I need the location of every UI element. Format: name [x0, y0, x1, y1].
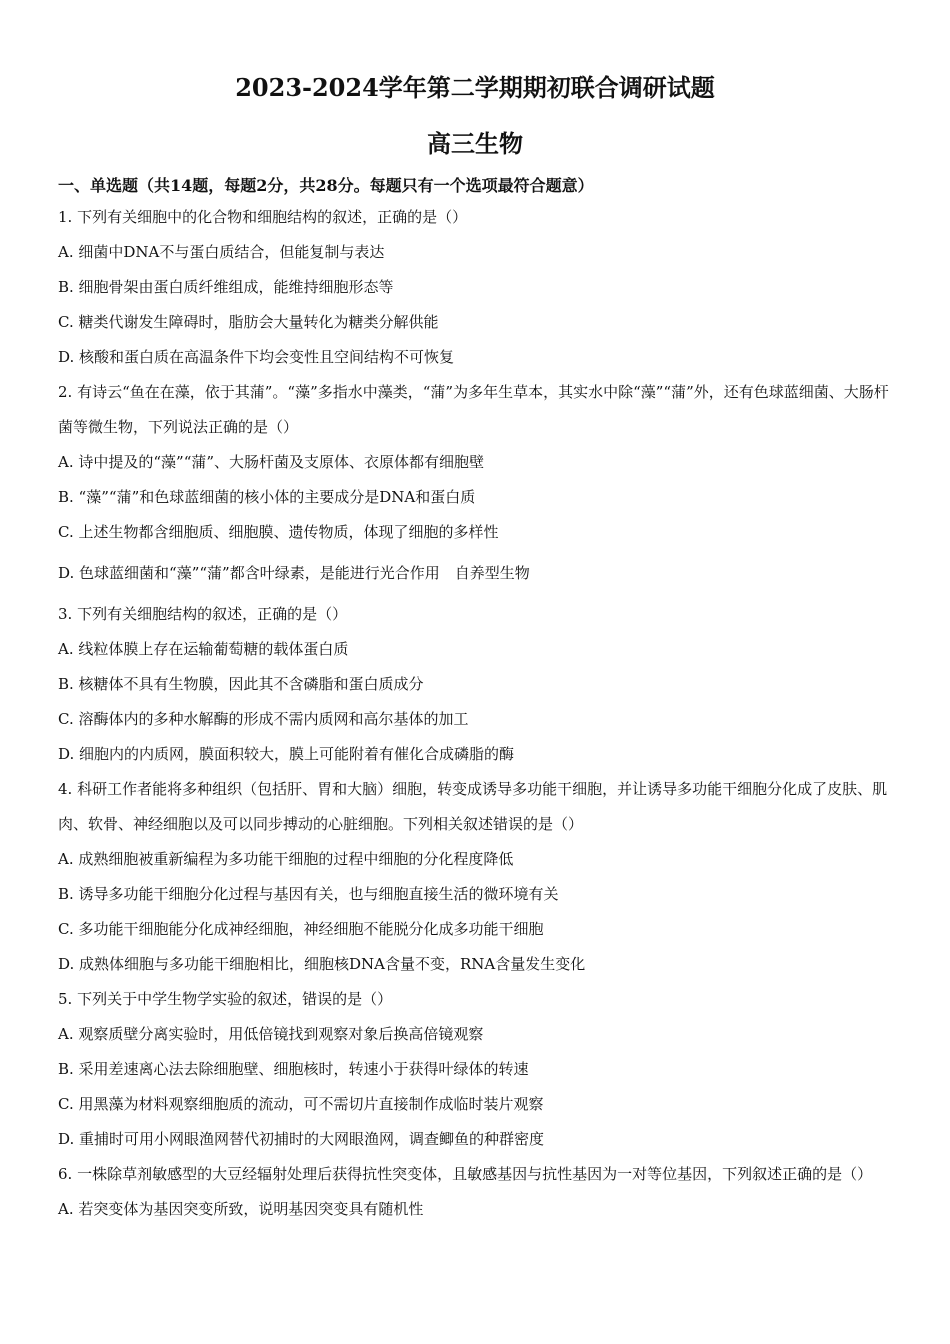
- question-stem: 5. 下列关于中学生物学实验的叙述，错误的是（）: [58, 990, 393, 1008]
- option-b: B. “藻”“蒲”和色球蓝细菌的核小体的主要成分是DNA和蛋白质: [58, 488, 476, 506]
- question-stem: 6. 一株除草剂敏感型的大豆经辐射处理后获得抗性突变体，且敏感基因与抗性基因为一对等位基因，下列叙述正确的是（）: [58, 1165, 873, 1183]
- option-b: B. 诱导多功能干细胞分化过程与基因有关，也与细胞直接生活的微环境有关: [58, 885, 559, 903]
- option-a: A. 细菌中DNA不与蛋白质结合，但能复制与表达: [58, 243, 385, 261]
- option-d: D. 成熟体细胞与多功能干细胞相比，细胞核DNA含量不变，RNA含量发生变化: [58, 955, 586, 973]
- option-a: A. 诗中提及的“藻”“蒲”、大肠杆菌及支原体、衣原体都有细胞壁: [58, 453, 485, 471]
- question-stem: 3. 下列有关细胞结构的叙述，正确的是（）: [58, 605, 348, 623]
- option-b: B. 核糖体不具有生物膜，因此其不含磷脂和蛋白质成分: [58, 675, 424, 693]
- section-heading: 一、单选题（共14题，每题2分，共28分。每题只有一个选项最符合题意）: [58, 176, 594, 195]
- option-a: A. 观察质壁分离实验时，用低倍镜找到观察对象后换高倍镜观察: [58, 1025, 484, 1043]
- question-stem: 4. 科研工作者能将多种组织（包括肝、胃和大脑）细胞，转变成诱导多功能干细胞，并让诱导多功能干细胞分化成了皮肤、肌肉、软骨、神经细胞以及可以同步搏动的心脏细胞。下列相关叙述错误的是（）: [58, 780, 888, 833]
- option-c: C. 多功能干细胞能分化成神经细胞，神经细胞不能脱分化成多功能干细胞: [58, 920, 544, 938]
- option-d: D. 细胞内的内质网，膜面积较大，膜上可能附着有催化合成磷脂的酶: [58, 745, 515, 763]
- option-c: C. 溶酶体内的多种水解酶的形成不需内质网和高尔基体的加工: [58, 710, 469, 728]
- option-a: A. 成熟细胞被重新编程为多功能干细胞的过程中细胞的分化程度降低: [58, 850, 514, 868]
- page-title: 2023-2024学年第二学期期初联合调研试题: [235, 73, 715, 102]
- option-c: C. 用黑藻为材料观察细胞质的流动，可不需切片直接制作成临时装片观察: [58, 1095, 544, 1113]
- option-d: D. 色球蓝细菌和“藻”“蒲”都含叶绿素，是能进行光合作用 自养型生物: [58, 564, 530, 582]
- question-stem: 2. 有诗云“鱼在在藻，依于其蒲”。“藻”多指水中藻类，“蒲”为多年生草本，其实水中除“藻”“蒲”外，还有色球蓝细菌、大肠杆菌等微生物，下列说法正确的是（）: [58, 383, 889, 436]
- option-d: D. 核酸和蛋白质在高温条件下均会变性且空间结构不可恢复: [58, 348, 455, 366]
- question-list: [58, 172, 898, 1227]
- option-c: C. 糖类代谢发生障碍时，脂肪会大量转化为糖类分解供能: [58, 313, 439, 331]
- option-b: B. 采用差速离心法去除细胞壁、细胞核时，转速小于获得叶绿体的转速: [58, 1060, 529, 1078]
- question-stem: 1. 下列有关细胞中的化合物和细胞结构的叙述，正确的是（）: [58, 208, 468, 226]
- option-b: B. 细胞骨架由蛋白质纤维组成，能维持细胞形态等: [58, 278, 394, 296]
- option-a: A. 线粒体膜上存在运输葡萄糖的载体蛋白质: [58, 640, 349, 658]
- option-c: C. 上述生物都含细胞质、细胞膜、遗传物质，体现了细胞的多样性: [58, 523, 499, 541]
- option-d: D. 重捕时可用小网眼渔网替代初捕时的大网眼渔网，调查鲫鱼的种群密度: [58, 1130, 545, 1148]
- option-a: A. 若突变体为基因突变所致，说明基因突变具有随机性: [58, 1200, 424, 1218]
- page-subtitle: 高三生物: [427, 129, 523, 158]
